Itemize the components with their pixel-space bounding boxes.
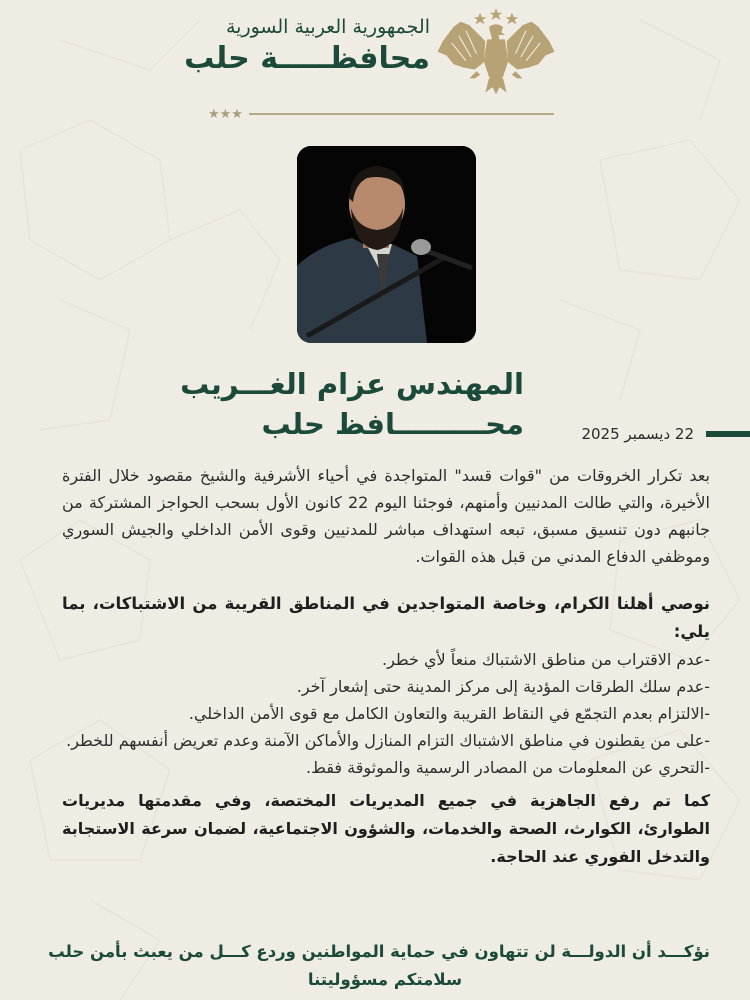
intro-paragraph: بعد تكرار الخروقات من "قوات قسد" المتواجدة في أحياء الأشرفية والشيخ مقصود خلال الفترة الأخيرة، والتي طالت المدنيين وأمنهم، فوجئنا اليوم 22 كانون الأول بسحب الحواجز المشتركة من جانبهم دون تنسيق مسبق، تبعه استهداف مباشر للمدنيين وقوى الأمن الداخلي والجيش السوري وموظفي الدفاع المدني من قبل هذه القوات. [62,466,710,566]
closing-statement [48,938,710,994]
governor-title: محـــــــــافظ حلب [261,407,524,441]
date-accent-bar [706,431,750,437]
governor-name-block [180,364,524,444]
advice-item: -على من يقطنون في مناطق الاشتباك التزام المنازل والأماكن الآمنة وعدم تعريض أنفسهم للخطر. [66,731,710,750]
portrait-image [297,146,476,343]
closing-line-1: نؤكـــد أن الدولـــة لن تتهاون في حماية المواطنين وردع كـــل من يعبث بأمن حلب [48,942,710,961]
governor-name: المهندس عزام الغـــريب [180,367,524,401]
statement-date: 22 ديسمبر 2025 [581,425,694,443]
readiness-paragraph: كما تم رفع الجاهزية في جميع المديريات المختصة، وفي مقدمتها مديريات الطوارئ، الكوارث، الصحة والخدمات، والشؤون الاجتماعية، لضمان سرعة الاستجابة والتدخل الفوري عند الحاجة. [62,791,710,866]
header-titles [184,14,430,78]
advice-item: -التحري عن المعلومات من المصادر الرسمية والموثوقة فقط. [306,758,710,777]
stars-icon: ★★★ [208,106,243,122]
advice-item: -عدم سلك الطرقات المؤدية إلى مركز المدينة حتى إشعار آخر. [296,677,710,696]
governor-photo [297,146,476,343]
governorate-title: محافظـــــة حلب [184,41,430,76]
advice-item: -عدم الاقتراب من مناطق الاشتباك منعاً لأي خطر. [382,650,710,669]
country-title: الجمهورية العربية السورية [225,16,430,38]
header-divider [208,106,554,122]
advice-heading: نوصي أهلنا الكرام، وخاصة المتواجدين في المناطق القريبة من الاشتباكات، بما يلي: [62,594,710,641]
date-row [581,425,750,443]
statement-body [62,462,710,871]
advice-list [62,646,710,781]
closing-slogan: سلامتكم مسؤوليتنا [307,970,463,989]
letterhead [184,0,580,130]
eagle-emblem-icon [434,2,558,98]
divider-line [249,113,554,115]
advice-item: -الالتزام بعدم التجمّع في النقاط القريبة والتعاون الكامل مع قوى الأمن الداخلي. [188,704,710,723]
